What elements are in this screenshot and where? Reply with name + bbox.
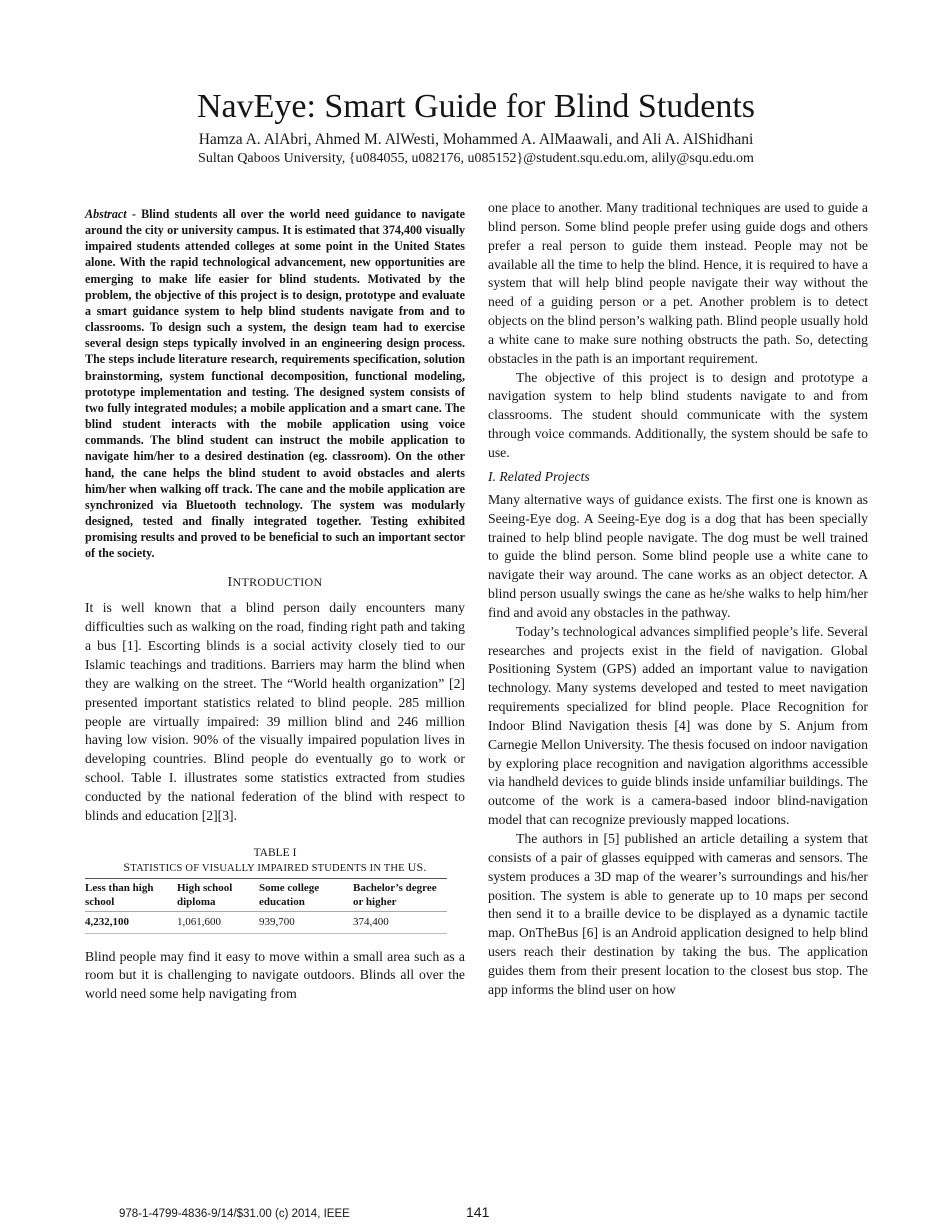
table-header-row xyxy=(85,878,447,911)
intro-paragraph-2: Blind people may find it easy to move within a small area such as a room but it is challenging to navigate outdoors. Blinds all over the world need some help navigating from xyxy=(85,948,465,1002)
abstract-text: - Blind students all over the world need guidance to navigate around the city or university campus. It is estimated that 374,400 visually impaired students attended colleges at some point in the United States alone. With the rapid technological advancement, new opportunities are emerging to make life easier for blind students. Motivated by the problem, the objective of this project is to design, prototype and evaluate a smart guidance system to help blind students navigate from and to classrooms. To design such a system, the design team had to exercise several design steps typically involved in an engineering design process. The steps include literature research, requirements specification, solution brainstorming, system functional decomposition, functional modeling, prototype implementation and testing. The designed system consists of two fully integrated modules; a mobile application and a smart cane. The blind student interacts with the mobile application using voice commands. The blind student can instruct the mobile application to navigate him/her to a desired destination (eg. classroom). On the other hand, the cane helps the blind student to avoid obstacles and alerts him/her when walking off track. The cane and the mobile application are synchronized via Bluetooth technology. The system was modularly designed, tested and finally integrated together. Testing exhibited promising results and proved to be beneficial to such an important sector of the society. xyxy=(85,207,465,561)
intro-paragraph-1: It is well known that a blind person daily encounters many difficulties such as walking on the road, finding right path and taking a bus [1]. Escorting blinds is a social activity closely tied to our Islamic teachings and traditions. Barriers may harm the blind when they are walking on the street. The “World health organization” [2] presented important statistics related to blind people. 285 million people are virtually impaired: 39 million blind and 246 million having low vision. 90% of the visually impaired population lives in developing countries. Blind people do eventually go to work or school. Table I. illustrates some statistics extracted from studies conducted by the national federation of the blind with respect to blinds and education [2][3]. xyxy=(85,600,465,823)
copyright-notice: 978-1-4799-4836-9/14/$31.00 (c) 2014, IEEE xyxy=(119,1208,350,1220)
right-paragraph-5: The authors in [5] published an article detailing a system that consists of a pair of glasses equipped with cameras and sensors. The system produces a 3D map of the wearer’s surroundings and his/her position. The system is able to generate up to 10 maps per second then send it to a braille device to be displayed as a dynamic tactile map. OnTheBus [6] is an Android application designed to help blind users reach their destination by taking the bus. The application guides them from their present location to the closest bus stop. The app informs the blind user on how xyxy=(488,831,868,997)
subtitle-initial: S xyxy=(123,859,131,874)
subtitle-end: US. xyxy=(407,859,427,874)
page-number: 141 xyxy=(466,1204,490,1220)
section-heading-introduction xyxy=(85,575,465,591)
right-paragraph-4: Today’s technological advances simplified people’s life. Several researches and projects exist in the field of navigation. Global Positioning System (GPS) added an important value to navigation technology. Many systems developed and tested to meet navigation requirements specialized for blind people. Place Recognition for Indoor Blind Navigation thesis [4] was done by S. Anjum from Carnegie Mellon University. The thesis focused on indoor navigation by exploring place recognition and navigation algorithms accessible via handheld devices to guide blinds inside unfamiliar buildings. The outcome of the work is a camera-based indoor blind-navigation model that can recognize previously mapped locations. xyxy=(488,623,868,828)
table-subtitle xyxy=(85,860,465,876)
table-header-cell: High school diploma xyxy=(177,878,259,911)
subtitle-rest: TATISTICS OF VISUALLY IMPAIRED STUDENTS IN THE xyxy=(130,862,408,874)
right-column xyxy=(488,200,868,1000)
right-paragraph-3: Many alternative ways of guidance exists. The first one is known as Seeing-Eye dog. A Seeing-Eye dog is a dog that has been specially trained to help blind people navigate. The dog must be well trained to guide the blind person. Some blind people use a white cane to navigate their way around. The cane works as an object detector. A blind person usually swings the cane as he/she walks to help him/her find and avoid any obstacles in the pathway. xyxy=(488,491,868,620)
left-column xyxy=(85,206,465,1004)
table-cell: 939,700 xyxy=(259,911,353,933)
right-paragraph-2: The objective of this project is to design and prototype a navigation system to help blind students navigate to and from classrooms. The student should communicate with the system through voice commands. Additionally, the system should be safe to use. xyxy=(488,369,868,460)
heading-initial: I xyxy=(227,575,233,591)
right-paragraph-1: one place to another. Many traditional techniques are used to guide a blind person. Some blind people prefer using guide dogs and others prefer a real person to guide them instead. People may not be available all the time to help the blind. Hence, it is required to have a system that will help blind people navigate their way without the need of a guiding person or a pet. Another problem is to detect objects on the blind person’s walking path. Blind people usually hold a white cane to make sure nothing obstructs the path. So, detecting obstacles in the path is an important requirement. xyxy=(488,200,868,366)
table-cell: 1,061,600 xyxy=(177,911,259,933)
table-caption: TABLE I xyxy=(253,846,297,859)
table-header-cell: Some college education xyxy=(259,878,353,911)
affiliation: Sultan Qaboos University, {u084055, u082176, u085152}@student.squ.edu.om, alily@squ.edu.om xyxy=(198,151,754,166)
author-list: Hamza A. AlAbri, Ahmed M. AlWesti, Mohammed A. AlMaawali, and Ali A. AlShidhani xyxy=(198,131,754,148)
table-header-cell: Less than high school xyxy=(85,878,177,911)
table-cell: 374,400 xyxy=(353,911,447,933)
statistics-table xyxy=(85,878,447,934)
table-header-cell: Bachelor’s degree or higher xyxy=(353,878,447,911)
table-cell: 4,232,100 xyxy=(85,911,177,933)
table-row xyxy=(85,911,447,933)
abstract xyxy=(85,206,465,561)
subsection-heading-related-projects: I. Related Projects xyxy=(488,468,590,484)
paper-title: NavEye: Smart Guide for Blind Students xyxy=(196,88,756,125)
heading-rest: NTRODUCTION xyxy=(232,575,323,590)
abstract-label: Abstract xyxy=(85,207,127,221)
